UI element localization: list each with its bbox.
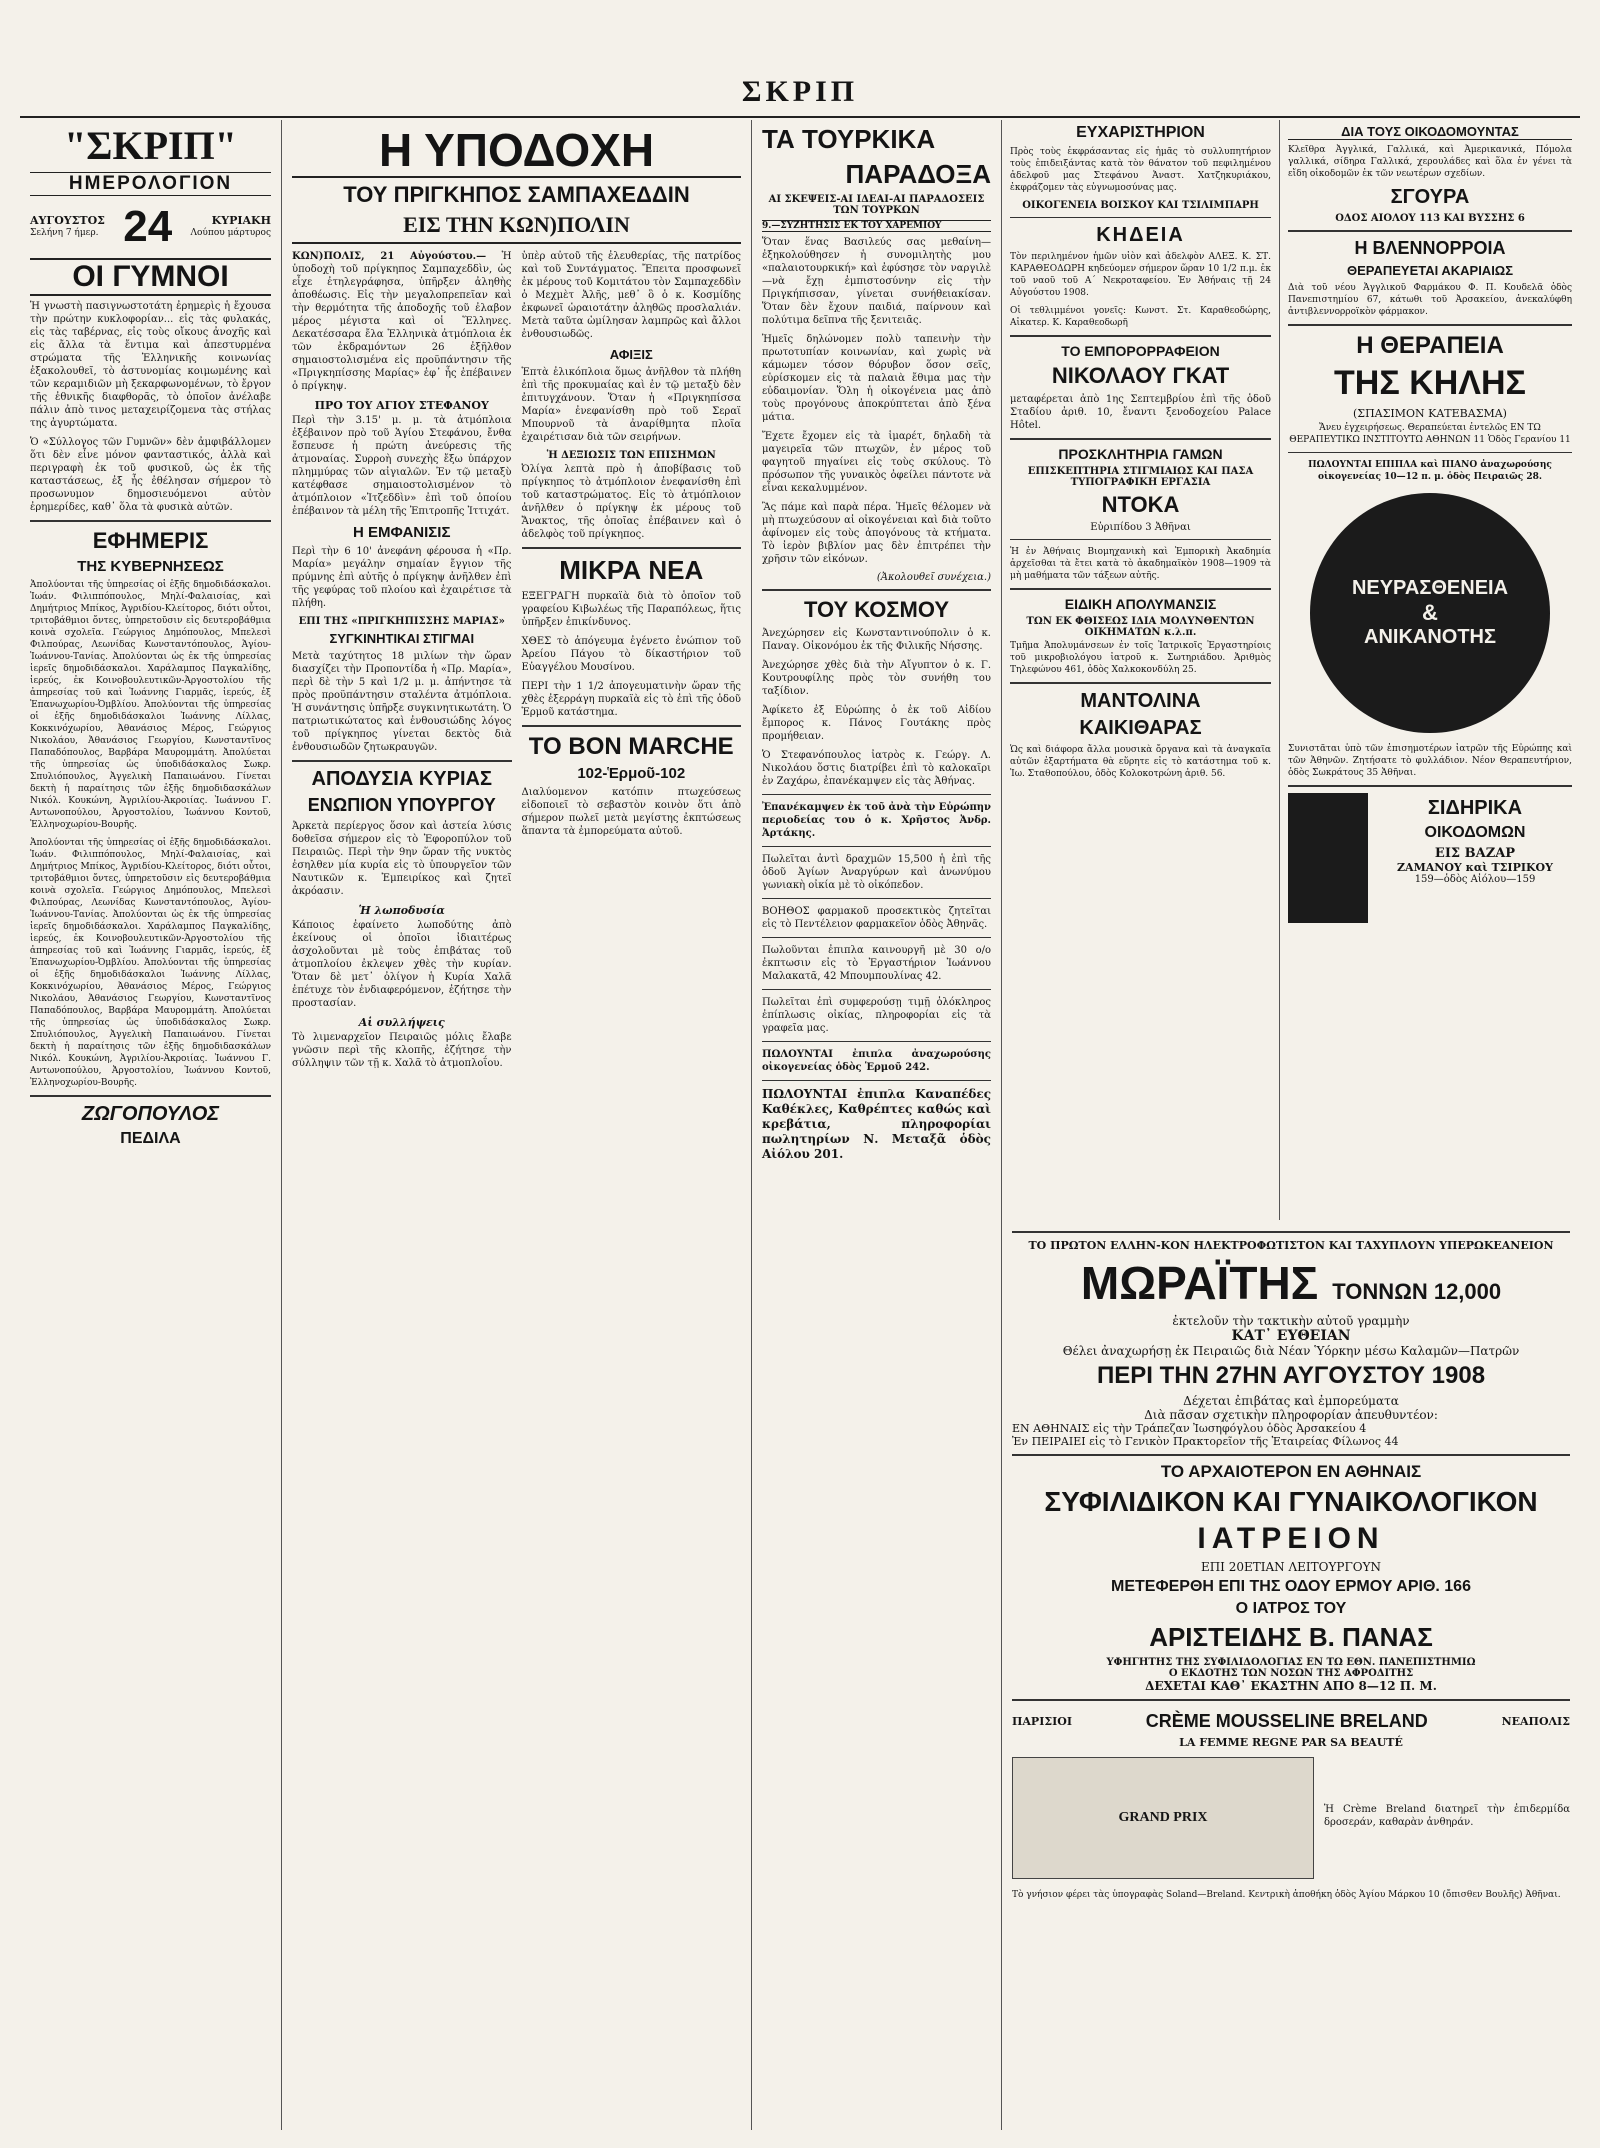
creme-left: ΠΑΡΙΣΙΟΙ <box>1012 1715 1072 1728</box>
apol-sub: ΤΩΝ ΕΚ ΦΘΙΣΕΩΣ ΙΔΙΑ ΜΟΛΥΝΘΕΝΤΩΝ ΟΙΚΗΜΑΤΩΝ κ.λ.π. <box>1026 616 1255 638</box>
ship-line7: Ἐν ΠΕΙΡΑΙΕΙ εἰς τὸ Γενικὸν Πρακτορεῖον τῆς Ἑταιρείας Φίλωνος 44 <box>1012 1435 1399 1448</box>
kosmou-item-1: Ἀνεχώρησεν εἰς Κωνσταντινούπολιν ὁ κ. Παναγ. Οἰκονόμου ἐκ τῆς Φιλικῆς Νήσσης. <box>762 628 991 652</box>
school-notice: Ἡ ἐν Ἀθήναις Βιομηχανικὴ καὶ Ἐμπορικὴ Ἀκαδημία ἀρχεῖσθαι τὰ ἔτει κατὰ τὸ ἀκαδημαϊκὸν 1908—1909 τὰ μὴ μαθήματα τῶν τάξεων αὐτῆς. <box>1010 547 1271 581</box>
sidirika-bazar: ΕΙΣ ΒΑΖΑΡ <box>1434 846 1516 861</box>
kideia-sign: Οἱ τεθλιμμένοι γονεῖς: Κωνστ. Στ. Καραθεοδώρης, Αἰκατερ. Κ. Καραθεοδωρῆ <box>1010 306 1271 328</box>
headline-paradoxa: ΠΑΡΑΔΟΞΑ <box>845 159 991 189</box>
thanks-title: ΕΥΧΑΡΙΣΤΗΡΙΟΝ <box>1076 124 1205 141</box>
blen-sub: ΘΕΡΑΠΕΥΕΤΑΙ ΑΚΑΡΙΑΙΩΣ <box>1346 263 1514 278</box>
creme-right: ΝΕΑΠΟΛΙΣ <box>1501 1715 1570 1728</box>
clinic-title2: ΙΑΤΡΕΙΟΝ <box>1197 1522 1385 1555</box>
apol-title: ΕΙΔΙΚΗ ΑΠΟΛΥΜΑΝΣΙΣ <box>1064 596 1217 612</box>
heading-emfanisis: Η ΕΜΦΑΝΙΣΙΣ <box>353 524 451 541</box>
emborraf-text: μεταφέρεται ἀπὸ 1ης Σεπτεμβρίου ἐπὶ τῆς ὁδοῦ Σταδίου ἀριθ. 10, ἔναντι ξενοδοχείου Palace Hôtel. <box>1010 394 1271 431</box>
moon-phase: Σελήνη 7 ήμερ. <box>30 228 99 238</box>
sidirika-sub: ΟΙΚΟΔΟΜΩΝ <box>1424 824 1526 841</box>
kideia-text: Τὸν περιλημένον ἡμῶν υἱὸν καὶ ἀδελφὸν ΑΛΕΞ. Κ. ΣΤ. ΚΑΡΑΘΕΟΔΩΡΗ κηδεύομεν σήμερον ὥραν 10 1/2 π.μ. ἐκ τοῦ ναοῦ τοῦ Α΄ Νεκροταφείου. Ἐν Ἀθήναις τῇ 24 Αὐγούστου 1908. <box>1010 252 1271 298</box>
headline-tourkika: ΤΑ ΤΟΥΡΚΙΚΑ <box>762 124 936 154</box>
ntoka-address: Εὐριπίδου 3 Ἀθῆναι <box>1090 522 1191 533</box>
masthead-title: ΣΚΡΙΠ <box>741 75 859 108</box>
grand-prix-label: GRAND PRIX <box>1118 1810 1208 1825</box>
clinic-sub: ΕΠΙ 20ΕΤΙΑΝ ΛΕΙΤΟΥΡΓΟΥΝ <box>1200 1560 1382 1574</box>
thanks-text: Πρὸς τοὺς ἐκφράσαντας εἰς ἡμᾶς τὸ συλλυπητήριον τοὺς ἐπιδειξάντας κατὰ τὸν θάνατον τοῦ πεφιλημένου ἀδελφοῦ μας Στεφάνου Ἀναστ. Χατζηκυριάκου, ἐκφράζομεν τὰς εὐγνωμοσύνας μας. <box>1010 147 1271 193</box>
sidirika-title: ΣΙΔΗΡΙΚΑ <box>1427 797 1523 819</box>
ad-bon-marche-title: ΤΟ ΒΟΝ MARCHE <box>528 733 734 760</box>
saint-of-day: Λούπου μάρτυρος <box>190 228 271 238</box>
stamp-line3: ΑΝΙΚΑΝΟΤΗΣ <box>1364 626 1496 648</box>
headline-sub2: ΕΙΣ ΤΗΝ ΚΩΝ)ΠΟΛΙΝ <box>292 212 741 244</box>
masthead <box>20 70 1580 118</box>
ship-top: ΤΟ ΠΡΩΤΟΝ ΕΛΛΗΝ-ΚΟΝ ΗΛΕΚΤΡΟΦΩΤΙΣΤΟΝ ΚΑΙ ΤΑΧΥΠΛΟΥΝ ΥΠΕΡΩΚΕΑΝΕΙΟΝ <box>1028 1239 1554 1252</box>
month: ΑΥΓΟΥΣΤΟΣ <box>30 214 105 227</box>
oikodomoi-text: Κλεῖθρα Ἀγγλικά, Γαλλικά, καὶ Ἀμερικανικά, Πόμολα γαλλικά, σίδηρα Γαλλικά, χερουλάδες καὶ ὅλα ἐν γένει τὰ εἴδη οἰκοδομῶν ἐκ τῶν νεωτέρων σχεδίων. <box>1288 145 1572 179</box>
kili-sub: (ΣΠΑΣΙΜΟΝ ΚΑΤΕΒΑΣΜΑ) <box>1353 407 1507 420</box>
piano-ad: ΠΩΛΟΥΝΤΑΙ ΕΠΙΠΛΑ καὶ ΠΙΑΝΟ ἀναχωρούσης οἰκογενείας 10—12 π. μ. ὁδὸς Πειραιῶς 28. <box>1308 460 1552 482</box>
kili-title1: Η ΘΕΡΑΠΕΙΑ <box>1356 332 1504 359</box>
ad-zogopoulos-sub: ΠΕΔΙΛΑ <box>120 1130 181 1147</box>
headline-tourkika-sub: ΑΙ ΣΚΕΨΕΙΣ-ΑΙ ΙΔΕΑΙ-ΑΙ ΠΑΡΑΔΟΣΕΙΣ ΤΩΝ ΤΟΥΡΚΩΝ <box>768 194 985 216</box>
stamp-text: Συνιστᾶται ὑπὸ τῶν ἐπισημοτέρων ἰατρῶν τῆς Εὐρώπης καὶ τῶν Ἀθηνῶν. Ζητήσατε τὸ φυλλάδιον. Νέον Θεραπευτήριον, ὁδὸς Σωκράτους 35 Ἀθῆναι. <box>1288 744 1572 778</box>
ads-left <box>1002 120 1280 1220</box>
clinic-name: ΑΡΙΣΤΕΙΔΗΣ Β. ΠΑΝΑΣ <box>1149 1622 1433 1652</box>
oikodomoi-title: ΔΙΑ ΤΟΥΣ ΟΙΚΟΔΟΜΟΥΝΤΑΣ <box>1288 124 1572 140</box>
text-afixis: Ἑπτὰ ἐλικόπλοια ὅμως ἀνῆλθον τὰ πλήθη ἐπὶ τῆς προκυμαίας καὶ ἐν τῷ μεταξὺ δὲν ἐπιτυγχάνουν. Ὅταν ἡ «Πριγκηπίσσα Μαρία» ἐνεφανίσθη πρὸ τοῦ Σεραϊ Μπουρνοῦ τὰ ἀναρίθμητα πλοῖα ἐχαιρέτισαν διὰ τῶν σειρήνων. <box>521 367 741 443</box>
stamp-line1: ΝΕΥΡΑΣΘΕΝΕΙΑ <box>1351 577 1509 599</box>
kili-text: Ἄνευ ἐγχειρήσεως. Θεραπεύεται ἐντελῶς ΕΝ ΤΩ ΘΕΡΑΠΕΥΤΙΚΩ ΙΝΣΤΙΤΟΥΤΩ ΑΘΗΝΩΝ 11 Ὁδὸς Γερανίου 11 <box>1289 423 1571 445</box>
heading-lopodysia: Ἡ λωποδυσία <box>358 904 445 917</box>
classified-3: Πωλοῦνται ἐπιπλα καινουργῆ μὲ 30 ο/ο ἐκπτωσιν εἰς τὸ Ἐργαστήριον Ἰωάννου Μαλακατᾶ, 42 Μπουμπουλίνας 42. <box>762 945 991 982</box>
ntoka-name: ΝΤΟΚΑ <box>1101 492 1180 517</box>
text-lopodysia: Κάποιος ἐφαίνετο λωποδύτης ἀπὸ ἐκείνους οἱ ὁποῖοι ἰδιαιτέρως ἀσχολοῦνται μὲ τοὺς ἐπιβάτας τοῦ ἀτμοπλοίου ἐκλεψεν χθὲς τὴν κυρίαν. Ὅταν δὲ μετ᾽ ὀλίγον ἡ Κυρία Χαλᾶ ἐπέτυχε τὸν ἐνδιαφερόμενον, ἐζήτησε τὴν προστασίαν. <box>292 920 512 1009</box>
emborraf-name: ΝΙΚΟΛΑΟΥ ΓΚΑΤ <box>1051 363 1230 388</box>
date-box <box>30 202 271 252</box>
turkish-p2: Ἡμεῖς δηλώνομεν πολὺ ταπεινὴν τὴν πρωτοτυπίαν κοινωνίαν, καὶ χωρὶς νὰ κάμωμεν τόσον θόρυβον ὅσον σεῖς, εὑρίσκομεν εἰς τὰ παλαιὰ ἔθιμα μας τὴν εὐδαιμονίαν. Ὅλη ἡ οἰκογένεια μας ἀπὸ τοὺς προγόνους ἀποκρύπτεται ἀπὸ ξένα μάτια. <box>762 334 991 423</box>
turkish-p3: Ἔχετε ἔχομεν εἰς τὰ ἱμαρέτ, δηλαδὴ τὰ μαγειρεῖα τῶν πτωχῶν, ἐν μέρος τοῦ φαγητοῦ πηγαίνει εἰς τοὺς σκύλους. Τὸ πρόσωπον τῆς γυναικὸς ὀφείλει πάντοτε νὰ εἶναι κεκαλυμμένον. <box>762 431 991 494</box>
creme-footer: Τὸ γνήσιον φέρει τὰς ὑπογραφὰς Soland—Breland. Κεντρικὴ ἀποθήκη ὁδὸς Ἁγίου Μάρκου 10 (ὄπισθεν Βουλῆς) Ἀθῆναι. <box>1012 1890 1561 1900</box>
prokl-title: ΠΡΟΣΚΛΗΤΗΡΙΑ ΓΑΜΩΝ <box>1058 446 1223 462</box>
clinic-hours: ΔΕΧΕΤΑΙ ΚΑΘ᾽ ΕΚΑΣΤΗΝ ΑΠΟ 8—12 Π. Μ. <box>1145 1679 1437 1693</box>
day-number: 24 <box>123 202 173 251</box>
kideia-title: ΚΗΔΕΙΑ <box>1096 224 1185 246</box>
clinic-doctor: Ο ΙΑΤΡΟΣ ΤΟΥ <box>1235 1600 1347 1617</box>
ship-line1: ἐκτελοῦν τὴν τακτικὴν αὐτοῦ γραμμὴν <box>1172 1314 1410 1328</box>
main-story-right <box>522 248 742 1076</box>
apol-text: Τμῆμα Ἀπολυμάνσεων ἐν τοῖς Ἰατρικοῖς Ἐργαστηρίοις τοῦ μικροβιολόγου ἰατροῦ κ. Σωτηριάδου. Ἀριθμὸς Τηλεφώνου 461, ὁδὸς Χαλκοκονδύλη 25. <box>1010 641 1271 675</box>
kili-title2: ΤΗΣ ΚΗΛΗΣ <box>1334 364 1526 402</box>
column-calendar <box>20 120 282 2130</box>
clinic-title: ΣΥΦΙΛΙΔΙΚΟΝ ΚΑΙ ΓΥΝΑΙΚΟΛΟΓΙΚΟΝ <box>1044 1486 1538 1517</box>
weekday: ΚΥΡΙΑΚΗ <box>211 214 271 227</box>
main-story-left <box>292 248 512 1076</box>
text-agios-stefanos: Περὶ τὴν 3.15' μ. μ. τὰ ἀτμόπλοια ἐξέβαινον πρὸ τοῦ Ἁγίου Στεφάνου, ἔνθα ἔσπευσε ἡ πρώτη ἀνεύρεσις τῆς ἀτμοναίας. Συρροὴ συνεχὴς ἔξω ὑπάρχον πλημμύρας τῶν αἰγιαλῶν. Ἐν τῷ μεταξὺ κατέφθασε σημαιοστολισμένον τὸ ἀτμόπλοιον «Ἰτζεδδὶν» ἐπὶ τοῦ ὁποίου ἐπέβαινον τὰ μέλη τῆς Ἐπιτροπῆς Ἰττιχάτ. <box>292 415 512 517</box>
ship-line4: Δέχεται ἐπιβάτας καὶ ἐμπορεύματα <box>1183 1394 1399 1408</box>
grand-prix-image <box>1012 1757 1314 1879</box>
heading-dexiosis: Ἡ ΔΕΞΙΩΣΙΣ ΤΩΝ ΕΠΙΣΗΜΩΝ <box>546 450 716 461</box>
ship-date: ΠΕΡΙ ΤΗΝ 27ΗΝ ΑΥΓΟΥΣΤΟΥ 1908 <box>1096 1362 1486 1389</box>
prokl-sub: ΕΠΙΣΚΕΠΤΗΡΙΑ ΣΤΙΓΜΙΑΙΩΣ ΚΑΙ ΠΑΣΑ ΤΥΠΟΓΡΑΦΙΚΗ ΕΡΓΑΣΙΑ <box>1027 466 1254 488</box>
kosmou-item-3: Ἀφίκετο ἐξ Εὐρώπης ὁ ἐκ τοῦ Αἰδίου ἔμπορος κ. Πάνος Γουτάκης πρὸς προμήθειαν. <box>762 705 991 742</box>
turkish-signature: (Ἀκολουθεῖ συνέχεια.) <box>876 572 991 583</box>
classified-5: ΠΩΛΟΥΝΤΑΙ ἐπιπλα ἀναχωρούσης οἰκογενείας ὁδὸς Ἑρμοῦ 242. <box>762 1049 991 1073</box>
heading-stigmai: ΣΥΓΚΙΝΗΤΙΚΑΙ ΣΤΙΓΜΑΙ <box>329 631 475 646</box>
clinic-top: ΤΟ ΑΡΧΑΙΟΤΕΡΟΝ ΕΝ ΑΘΗΝΑΙΣ <box>1160 1462 1422 1481</box>
mandolina-title: ΜΑΝΤΟΛΙΝΑ <box>1080 690 1201 712</box>
heading-mikra-nea: ΜΙΚΡΑ ΝΕΑ <box>559 555 704 585</box>
calendar-subtitle: ΗΜΕΡΟΛΟΓΙΟΝ <box>30 172 271 196</box>
blen-text: Διὰ τοῦ νέου Ἀγγλικοῦ Φαρμάκου Φ. Π. Κουδελᾶ ὁδὸς Πανεπιστημίου 67, κάτωθι τοῦ Ἀρσακείου, ἀνεκαλύφθη ἀντιβλεννορροϊκὸν φάρμακον. <box>1288 283 1572 317</box>
mandolina-text: Ὡς καὶ διάφορα ἄλλα μουσικὰ ὄργανα καὶ τὰ ἀναγκαῖα αὐτῶν ἐξαρτήματα θὰ εὕρητε εἰς τὸ κατάστημα τοῦ κ. Ἰω. Σταθοπούλου, ὁδὸς Κολοκοτρώνη ἀριθ. 56. <box>1010 745 1271 779</box>
classified-6: ΠΩΛΟΥΝΤΑΙ ἐπιπλα Καναπέδες Καθέκλες, Καθρέπτες καθώς καὶ κρεβάτια, πληροφορίαι πωλητηρίων Ν. Μεταξᾶ ὁδὸς Αἰόλου 201. <box>762 1087 991 1161</box>
classified-2: ΒΟΗΘΟΣ φαρμακοῦ προσεκτικὸς ζητεῖται εἰς τὸ Πεντέλειον φαρμακεῖον ὁδὸς Ἀθηνᾶς. <box>762 906 991 930</box>
mandolina-sub: ΚΑΙΚΙΘΑΡΑΣ <box>1079 717 1202 739</box>
stamp-line2: & <box>1422 600 1438 625</box>
ship-line2: ΚΑΤ᾽ ΕΥΘΕΙΑΝ <box>1231 1328 1351 1344</box>
clinic-move: ΜΕΤΕΦΕΡΘΗ ΕΠΙ ΤΗΣ ΟΔΟΥ ΕΡΜΟΥ ΑΡΙΘ. 166 <box>1111 1578 1471 1595</box>
sgoura-address: ΟΔΟΣ ΑΙΟΛΟΥ 113 ΚΑΙ ΒΥΣΣΗΣ 6 <box>1335 213 1525 224</box>
turkish-p1: Ὅταν ἕνας Βασιλεύς σας μεθαίνη—ἐξηκολούθησεν ἡ συνομιλητὴς μου «παλαιοτουρκική» καὶ ἐφύσησε τὸν ναργιλὲ—νὰ ἔχῃ ἐμπιστοσύνην εἰς τὴν Πριγκήπισσαν, γίνεται συνήθειακίσαν. Ὅταν δὲν ἔχουν παιδιά, παίρνουν καὶ πολύτιμα δεῖπνα τῆς ξενιτειᾶς. <box>762 237 991 326</box>
clinic-line2: Ο ΕΚΔΟΤΗΣ ΤΩΝ ΝΟΣΩΝ ΤΗΣ ΑΦΡΟΔΙΤΗΣ <box>1168 1668 1414 1679</box>
news-item-1: ΕΞΕΓΡΑΓΗ πυρκαϊὰ διὰ τὸ ὁποῖον τοῦ γραφείου Κιβωλέως τῆς Παραπόλεως, ἥτις ὑπῆρξεν ἐπικίνδυνος. <box>521 591 741 628</box>
ad-zogopoulos: ΖΩΓΟΠΟΥΛΟΣ <box>81 1103 220 1125</box>
text-stigmai: Μετὰ ταχύτητος 18 μιλίων τὴν ὥραν διασχίζει τὴν Προποντίδα ἡ «Πρ. Μαρία», περὶ δὲ τὴν 5 καὶ 1/2 μ. μ. ἀπήντησε τὰ πρὸς προϋπάντησιν σταλέντα ἀτμόπλοια. Ἡ συνάντησις ὑπῆρξε συγκινητικωτάτη. Ὁ πατριωτικώτατος καὶ ἐνθουσιώδης λόγος τοῦ πρίγκηπος γίνεται δεκτὸς διὰ ἐνθουσιωδῶν ζητωκραυγῶν. <box>292 651 512 753</box>
ship-name: ΜΩΡΑΪΤΗΣ <box>1080 1257 1319 1309</box>
column-advertisements <box>1002 120 1580 2130</box>
emborraf-title: ΤΟ ΕΜΠΟΡΟΡΡΑΦΕΙΟΝ <box>1061 343 1220 359</box>
headline-gymnoi: ΟΙ ΓΥΜΝΟΙ <box>30 258 271 296</box>
news-item-3: ΠΕΡΙ τὴν 1 1/2 ἀπογευματινὴν ὥραν τῆς χθὲς ἐξερράγη πυρκαϊὰ εἰς τὸ ἐπὶ τῆς ὁδοῦ Ἑρμοῦ κατάστημα. <box>521 681 741 718</box>
clinic-line: ΥΦΗΓΗΤΗΣ ΤΗΣ ΣΥΦΙΛΙΔΟΛΟΓΙΑΣ ΕΝ ΤΩ ΕΘΝ. ΠΑΝΕΠΙΣΤΗΜΙΩ <box>1106 1657 1476 1668</box>
gazette-text: Ἀπολύονται τῆς ὑπηρεσίας οἱ ἑξῆς δημοδιδάσκαλοι. Ἰωάν. Φιλιππόπουλος, Μηλί-Φαλαισίας, καὶ Δημήτριος Μπίκος, Ἀγριδίου-Κλείτορος, διότι οὗτοι, τριτοβάθμιοι ὄντες, ὑπηρετοῦσιν εἰς δευτεροβάθμια κοινὰ σχολεῖα. Γεώργιος Δημόπουλος, Μπελεσὶ Φιλπούρας, Λεωνίδας Κωνσταντόπουλος, Ἁγίου-Ἰωάννου-Τανίας. Ἀπολύονται ὡς ἐκ τῆς ὑπηρεσίας ἱερεῖς δημοδιδάσκαλοι. Χαράλαμπος Παγκαλίδης, ἱερεύς, ἐκ Κοινοβουλευτικῶν-Ἀργοστολίου τῆς ἀπηρεσίας τοῦ καὶ Ἰωάννης Γιαρμᾶς, ἱερεύς, ἐξ Ἐπανωχωρίου-Ὀμβλίου. Ἀπολύονται τῆς ὑπηρεσίας οἱ ἑξῆς δημοδιδάσκαλοι Ἰωάννης Λίλλας, Κοκκινόχωρίου, Ἀθανάσιος Μέρος, Γεώργιος Νικολάου, Ἀθανάσιος Γεωργίου, Κωνσταντῖνος Παπαδόπουλος, Βαρβάρα Μαυρομμάτη. Ἀπολύεται τῆς ὑπηρεσίας ὡς ὑποδιδάσκαλος Σωκρ. Σπυλιόπουλος, Ἀγγελικὴ Παπαιωάνου. Γίνεται δεκτὴ ἡ παραίτησις τῶν ἑξῆς δημοδιδασκάλων Νικόλ. Κουκώνη, Ἀγριλίου-Ἀκροιίας. Ἰωάννου Γ. Αντωνοπούλου, Ἀργοστολίου, Ἰωάννου Κοντοῦ, Ἐλληνοχωρίου-Βουρῆς. <box>30 580 271 830</box>
classified-1: Πωλεῖται ἀντὶ δραχμῶν 15,500 ἡ ἐπὶ τῆς ὁδοῦ Ἀγίων Ἀναργύρων καὶ ἀνωνύμου γωνιακὴ οἰκία μὲ τὸ οἰκόπεδον. <box>762 854 991 891</box>
sidirika-names: ΖΑΜΑΝΟΥ καὶ ΤΣΙΡΙΚΟΥ <box>1397 861 1553 874</box>
creme-header <box>1012 1707 1570 1736</box>
story-continuation: ὑπὲρ αὐτοῦ τῆς ἐλευθερίας, τῆς πατρίδος καὶ τοῦ Συντάγματος. Ἔπειτα προσφωνεῖ ἐκ μέρους τοῦ Κομιτάτου τὸν Σαμπαχεδδὶν ὁ Μεχμὲτ Ἀλῆς, μεθ᾽ ὃ ὁ κ. Κοσμίδης ἐκφωνεῖ ὡραιοτάτην ἀληθῶς προσλαλιάν. Μετὰ ταῦτα ὡμίλησαν λαμπρῶς καὶ ἄλλοι ἐνθουσιωδῶς. <box>521 251 741 340</box>
column-turkish <box>752 120 1002 2130</box>
heading-tou-kosmou: ΤΟΥ ΚΟΣΜΟΥ <box>803 597 950 622</box>
story-intro: Ἡ ὑποδοχὴ τοῦ πρίγκηπος Σαμπαχεδδὶν, ὡς εἶχε ἐτηλεγράφησα, ὑπῆρξεν ἀληθὴς ἀποθέωσις. Εἰς τὴν μεγαλοπρεπεῖαν καὶ τὴν θερμότητα τῆς ἀποδοχῆς τοῦ ἐλαβον μέρος μέγιστα καὶ οἱ Ἕλληνες. Δεκατέσσαρα ἔλα Ἑλληνικὰ ἀτμόπλοια ἐκ τῶν ἐκδραμόντων 26 ἐξῆλθον σημαιοστολισμένα εἰς προϋπάντησιν τῆς «Πριγκηπίσσης Μαρίας» ἐφ᾽ ἧς ἐπέβαινεν ὁ πρίγκηψ. <box>292 251 512 392</box>
gazette-subtitle: ΤΗΣ ΚΥΒΕΡΝΗΣΕΩΣ <box>77 558 224 575</box>
kosmou-item-2: Ἀνεχώρησε χθὲς διὰ τὴν Αἴγυπτον ὁ κ. Γ. Κουτρουφίλης πρὸς τὸν συνήθη του ταξίδιον. <box>762 660 991 697</box>
ship-tons: ΤΟΝΝΩΝ 12,000 <box>1332 1279 1502 1304</box>
section-haremi: 9.—ΣΥΖΗΤΗΣΙΣ ΕΚ ΤΟΥ ΧΑΡΕΜΙΟΥ <box>762 220 991 232</box>
ads-bottom <box>1002 1225 1580 2130</box>
ads-right <box>1280 120 1580 1220</box>
gazette-text-cont: Ἀπολύονται τῆς ὑπηρεσίας οἱ ἑξῆς δημοδιδάσκαλοι. Ἰωάν. Φιλιππόπουλος, Μηλί-Φαλαισίας, καὶ Δημήτριος Μπίκος, Ἀγριδίου-Κλείτορος, διότι οὗτοι, τριτοβάθμιοι ὄντες, ὑπηρετοῦσιν εἰς δευτεροβάθμια κοινὰ σχολεῖα. Γεώργιος Δημόπουλος, Μπελεσὶ Φιλπούρας, Λεωνίδας Κωνσταντόπουλος, Ἁγίου-Ἰωάννου-Τανίας. Ἀπολύονται ὡς ἐκ τῆς ὑπηρεσίας ἱερεῖς δημοδιδάσκαλοι. Χαράλαμπος Παγκαλίδης, ἱερεύς, ἐκ Κοινοβουλευτικῶν-Ἀργοστολίου τῆς ἀπηρεσίας τοῦ καὶ Ἰωάννης Γιαρμᾶς, ἱερεύς, ἐξ Ἐπανωχωρίου-Ὀμβλίου. Ἀπολύονται τῆς ὑπηρεσίας οἱ ἑξῆς δημοδιδάσκαλοι Ἰωάννης Λίλλας, Κοκκινόχωρίου, Ἀθανάσιος Μέρος, Γεώργιος Νικολάου, Ἀθανάσιος Γεωργίου, Κωνσταντῖνος Παπαδόπουλος, Βαρβάρα Μαυρομμάτη. Ἀπολύεται τῆς ὑπηρεσίας ὡς ὑποδιδάσκαλος Σωκρ. Σπυλιόπουλος, Ἀγγελικὴ Παπαιωάνου. Γίνεται δεκτὴ ἡ παραίτησις τῶν ἑξῆς δημοδιδασκάλων Νικόλ. Κουκώνη, Ἀγριλίου-Ἀκροιίας. Ἰωάννου Γ. Αντωνοπούλου, Ἀργοστολίου, Ἰωάννου Κοντοῦ, Ἐλληνοχωρίου-Βουρῆς. <box>30 838 271 1088</box>
heading-enopion: ΕΝΩΠΙΟΝ ΥΠΟΥΡΓΟΥ <box>307 795 496 815</box>
text-syllipsis: Τὸ λιμεναρχεῖον Πειραιῶς μόλις ἔλαβε γνῶσιν περὶ τῆς κλοπῆς, ἐζήτησε τὴν σύλληψιν τῶν τῇ κ. Χαλᾶ τὸ ἀτμοπλοΐου. <box>292 1032 512 1069</box>
sidirika-ad <box>1288 793 1572 927</box>
calendar-title: "ΣΚΡΙΠ" <box>64 123 237 168</box>
headline-sub1: ΤΟΥ ΠΡΙΓΚΗΠΟΣ ΣΑΜΠΑΧΕΔΔΙΝ <box>343 182 690 207</box>
ship-line3: Θέλει ἀναχωρήσῃ ἐκ Πειραιῶς διὰ Νέαν Ὑόρκην μέσω Καλαμῶν—Πατρῶν <box>1062 1344 1520 1358</box>
kosmou-item-5: Ἐπανέκαμψεν ἐκ τοῦ ἀνὰ τὴν Εὐρώπην περιοδείας του ὁ κ. Χρῆστος Ἀνδρ. Ἀρτάκης. <box>762 802 991 839</box>
turkish-p3b: Ἂς πάμε καὶ παρὰ πέρα. Ἡμεῖς θέλομεν νὰ μὴ πτωχεύσουν αἱ οἰκογένειαι καὶ διὰ τοῦτο ἀφίνομεν εἰς τοὺς ἀπογόνους τὰ κτήματα. Τὸ ἱερὸν βιβλίον μας δὲν ἐπιτρέπει τὴν χρῆσιν τῶν εἰκόνων. <box>762 502 991 565</box>
creme-title: CRÈME MOUSSELINE BRELAND <box>1145 1711 1428 1731</box>
sidirika-address: 159—ὁδὸς Αἰόλου—159 <box>1414 874 1536 885</box>
text-emfanisis: Περὶ τὴν 6 10' ἀνεφάνη φέρουσα ἡ «Πρ. Μαρία» μεγάλην σημαίαν ἔγγιον τῆς πρύμνης ἐπὶ αὐτῆς ὁ πρίγκηψ ἀνῆλθεν ἐπὶ τῆς γεφύρας τοῦ πλοίου καὶ ἐχαιρέτισε τὰ πλήθη. <box>292 546 512 609</box>
classified-4: Πωλεῖται ἐπὶ συμφερούσῃ τιμῇ ὁλόκληρος ἐπίπλωσις οἰκίας, πληροφορίαι εἰς τὰ γραφεῖα μας. <box>762 997 991 1034</box>
sidirika-logo-block <box>1288 793 1368 923</box>
creme-text: Ἡ Crème Breland διατηρεῖ τὴν ἐπιδερμίδα δροσεράν, καθαρὰν ἀνθηράν. <box>1324 1804 1570 1828</box>
headline-ypodochi: Η ΥΠΟΔΟΧΗ <box>292 124 741 178</box>
text-dexiosis: Ὀλίγα λεπτὰ πρὸ ἡ ἀποβίβασις τοῦ πρίγκηπος τὸ ἀτμόπλοιον ἐνεφανίσθη ἐπὶ τοῦ καταστρώματος. Εἰς τὸ ἀτμόπλοιον ἀνῆλθεν ὁ πρίγκηψ ἐκ μέρους τοῦ Ἄνακτος, τῆς ὁποῖας ἐπέβαινεν καὶ ὁ ἀδελφὸς τοῦ πρίγκηπος. <box>521 464 741 540</box>
heading-syllipsis: Αἱ συλλήψεις <box>358 1016 445 1029</box>
text-apodysia: Ἀρκετὰ περίεργος ὅσον καὶ ἀστεία λύσις δοθεῖσα σήμερον εἰς τὸ Ἐφοροπύλον τοῦ Πειραιῶς. Περὶ τὴν 9ην ὥραν τῆς νυκτὸς ἐσηλθεν μία κυρία εἰς τὸ ὑπουργεῖον τῶν Ναυτικῶν κ. Ἐμπειρίκος καὶ ζητεῖ ἀκρόασιν. <box>292 821 512 897</box>
heading-afixis: ΑΦΙΞΙΣ <box>609 347 653 362</box>
ship-line5: Διὰ πᾶσαν σχετικὴν πληροφορίαν ἀπευθυντέον: <box>1144 1408 1438 1422</box>
sgoura-name: ΣΓΟΥΡΑ <box>1390 186 1470 208</box>
column-main-story <box>282 120 752 2130</box>
gazette-title: ΕΦΗΜΕΡΙΣ <box>92 528 209 553</box>
news-item-2: ΧΘΕΣ τὸ ἀπόγευμα ἐγένετο ἐνώπιον τοῦ Ἀρείου Πάγου τὸ δίκαστήριον τοῦ Εὐαγγέλου Μουσίνου. <box>521 636 741 673</box>
dateline: ΚΩΝ)ΠΟΛΙΣ, 21 Αὐγούστου.— <box>292 251 487 262</box>
article-gymnoi-p1: Ἡ γνωστὴ πασιγνωστοτάτη ἐρημερὶς ἡ ἔχουσα τὴν πρώτην κυκλοφορίαν... εἰς τὰς φυλακάς, εἰς τὰς ταβέρνας, εἰς τοὺς οἴκους ἀνοχῆς καὶ εἰς ἄλλα τὰ ἔντιμα καὶ ἀπεστυρμένα στρώματα τῆς Ἑλληνικῆς κοινωνίας ἐξακολουθεῖ, τὸ ἀστυνομίας κοιμωμένης καὶ τῶν κεραμιδιῶν μὴ ξεκαρφωνομένων, τὸ ἔργον τῆς ἐθνικῆς διαφθορᾶς, τὸ ὁποῖον ἀνέλαβε πάλιν ἀπὸ τινος μεταχειρίζομενα τὰς στήλας της ἀγυρτώματα. <box>30 301 271 429</box>
neurasthenia-stamp <box>1310 493 1550 733</box>
ship-line6: ΕΝ ΑΘΗΝΑΙΣ εἰς τὴν Τράπεζαν Ἰωσηφόγλου ὁδὸς Ἀρσακείου 4 <box>1012 1422 1367 1435</box>
ad-bon-marche-address: 102-Ἑρμοῦ-102 <box>577 765 686 782</box>
heading-apodysia: ΑΠΟΔΥΣΙΑ ΚΥΡΙΑΣ <box>311 768 492 790</box>
ad-bon-marche-text: Διαλύομενον κατόπιν πτωχεύσεως εἰδοποιεῖ τὸ σεβαστὸν κοινὸν ὅτι ἀπὸ σήμερον πωλεῖ μετὰ μεγίστης ἐκπτώσεως ἅπαντα τὰ ἐμπορεύματα αὐτοῦ. <box>521 787 741 837</box>
heading-agios-stefanos: ΠΡΟ ΤΟΥ ΑΓΙΟΥ ΣΤΕΦΑΝΟΥ <box>314 399 489 412</box>
creme-slogan: LA FEMME REGNE PAR SA BEAUTÉ <box>1179 1736 1403 1749</box>
heading-epi-marias: ΕΠΙ ΤΗΣ «ΠΡΙΓΚΗΠΙΣΣΗΣ ΜΑΡΙΑΣ» <box>298 616 505 627</box>
blen-title: Η ΒΛΕΝΝΟΡΡΟΙΑ <box>1354 238 1506 258</box>
thanks-sign: ΟΙΚΟΓΕΝΕΙΑ ΒΟΙΣΚΟΥ ΚΑΙ ΤΣΙΛΙΜΠΑΡΗ <box>1022 200 1259 211</box>
article-gymnoi-p2: Ὁ «Σύλλογος τῶν Γυμνῶν» δὲν ἀμφιβάλλομεν ὅτι δὲν εἶνε μόνον φανταστικός, ἀλλὰ καὶ περιγραφὴ ἐκ τοῦ φυσικοῦ, ὡς ἐκ τῆς καταστάσεως, ἐξ ἧς ἐθέλησαν σήμερον τὸ προσωνυμον δημοσιευόμενοι αὐτὸν ἐρημερίδες, καθ᾽ ὅλα τὰ φυσικὰ αὐτῶν. <box>30 437 271 513</box>
kosmou-item-4: Ὁ Στεφανόπουλος ἰατρὸς κ. Γεώργ. Λ. Νικολάου ὅστις διατρίβει ἐπὶ τὸ καλοκαῖρι ἐν Ζαχάρω, ἐπανέκαμψεν εἰς τὰς Ἀθήνας. <box>762 750 991 787</box>
